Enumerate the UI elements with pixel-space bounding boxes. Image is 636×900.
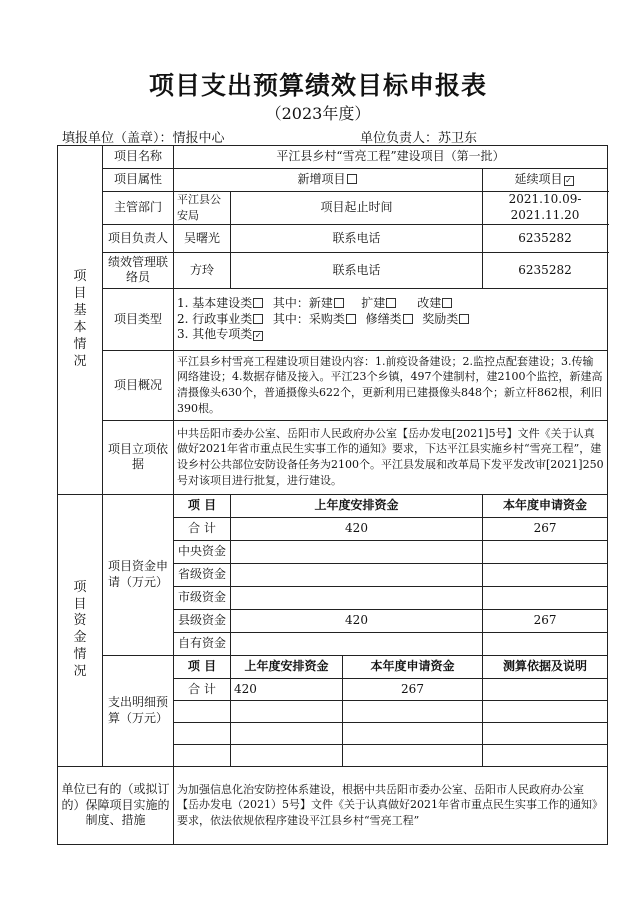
detail-total-basis	[483, 678, 608, 700]
funds-row-this	[483, 586, 608, 609]
detail-cell	[343, 744, 483, 766]
funds-row-last: 420	[231, 517, 483, 540]
detail-col-last: 上年度安排资金	[231, 655, 343, 678]
detail-cell	[343, 722, 483, 744]
detail-cell	[483, 722, 608, 744]
funds-row-last: 420	[231, 609, 483, 632]
row-funds-header	[58, 494, 608, 517]
detail-cell	[174, 744, 231, 766]
declaration-table	[57, 145, 608, 845]
unit-leader	[360, 127, 477, 146]
detail-total-last: 420	[231, 678, 343, 700]
funds-col-this: 本年度申请资金	[483, 494, 608, 517]
type-other-checkbox-checked[interactable]: ✓	[254, 331, 262, 341]
detail-cell	[231, 700, 343, 722]
funds-row-last	[231, 632, 483, 655]
guarantee-label: 单位已有的（或拟订的）保障项目实施的制度、措施	[58, 766, 174, 844]
project-type-label: 项目类型	[103, 288, 174, 350]
funds-row-this	[483, 632, 608, 655]
type-purchase-checkbox[interactable]	[346, 314, 356, 324]
detail-cell	[231, 722, 343, 744]
manager-name: 吴曙光	[174, 224, 231, 252]
perf-contact-label: 绩效管理联络员	[103, 252, 174, 288]
funds-row-this: 267	[483, 517, 608, 540]
detail-col-this: 本年度申请资金	[343, 655, 483, 678]
type-among-label-2: 其中：	[272, 311, 309, 326]
type-among-label: 其中：	[272, 295, 309, 310]
perf-phone: 6235282	[483, 252, 608, 288]
type-basic-label: 1. 基本建设类	[177, 295, 253, 310]
project-name-label: 项目名称	[103, 146, 174, 169]
type-rebuild-checkbox[interactable]	[442, 298, 452, 308]
detail-cell	[231, 744, 343, 766]
type-new-label: 新建	[308, 295, 333, 310]
attr-new-option	[174, 169, 483, 192]
section-basic-label: 项目基本情况	[58, 146, 103, 495]
detail-cell	[174, 722, 231, 744]
period-label: 项目起止时间	[231, 192, 483, 225]
type-reward-label: 奖励类	[422, 311, 459, 326]
perf-phone-label: 联系电话	[231, 252, 483, 288]
funds-row-last	[231, 540, 483, 563]
project-type-options	[174, 288, 608, 350]
manager-label: 项目负责人	[103, 224, 174, 252]
manager-phone-label: 联系电话	[231, 224, 483, 252]
form-year: （2023年度）	[265, 104, 371, 123]
detail-cell	[343, 700, 483, 722]
period-value: 2021.10.09-2021.11.20	[483, 192, 608, 225]
attr-continue-label: 延续项目	[514, 172, 563, 187]
detail-cell	[483, 700, 608, 722]
perf-contact-name: 方玲	[174, 252, 231, 288]
funds-col-last: 上年度安排资金	[231, 494, 483, 517]
type-admin-label: 2. 行政事业类	[177, 311, 253, 326]
attr-continue-option	[483, 169, 608, 192]
row-manager	[58, 224, 608, 252]
type-repair-label: 修缮类	[365, 311, 402, 326]
overview-label: 项目概况	[103, 350, 174, 420]
basis-text: 中共岳阳市委办公室、岳阳市人民政府办公室【岳办发电[2021]5号】文件《关于认真做好2021年省市重点民生实事工作的通知》要求，下达平江县实施乡村“雪亮工程”，建设乡村公共部位安防设备任务为2100个。平江县发展和改革局下发平发改审[2021]250号对该项目进行批复，进行建设。	[174, 420, 608, 494]
filing-unit	[62, 127, 225, 146]
type-purchase-label: 采购类	[308, 311, 345, 326]
type-admin-checkbox[interactable]	[253, 314, 263, 324]
row-perf-contact	[58, 252, 608, 288]
funds-row-this	[483, 563, 608, 586]
funds-col-item: 项 目	[174, 494, 231, 517]
project-attr-label: 项目属性	[103, 169, 174, 192]
type-expand-label: 扩建	[361, 295, 386, 310]
funds-row-name: 中央资金	[174, 540, 231, 563]
row-overview	[58, 350, 608, 420]
type-reward-checkbox[interactable]	[459, 314, 469, 324]
funds-row-name: 市级资金	[174, 586, 231, 609]
funds-row-name: 自有资金	[174, 632, 231, 655]
form-title: 项目支出预算绩效目标申报表	[148, 71, 487, 100]
row-project-type	[58, 288, 608, 350]
funds-row-name: 合 计	[174, 517, 231, 540]
detail-col-basis: 测算依据及说明	[483, 655, 608, 678]
row-detail-header	[58, 655, 608, 678]
detail-total-name: 合 计	[174, 678, 231, 700]
funds-apply-label: 项目资金申请（万元）	[103, 494, 174, 655]
basis-label: 项目立项依据	[103, 420, 174, 494]
unit-leader-label: 单位负责人：	[360, 131, 439, 146]
overview-text: 平江县乡村雪亮工程建设项目建设内容：1.前疫设备建设；2.监控点配套建设；3.传输网络建设；4.数据存储及接入。平江23个乡镇，497个建制村，建2100个监控，新建高清摄像头630个，普通摄像头622个，更新利用已建摄像头848个；新立杆862根，利旧390根。	[174, 350, 608, 420]
funds-row-name: 县级资金	[174, 609, 231, 632]
type-new-checkbox[interactable]	[334, 298, 344, 308]
type-line-1	[177, 296, 604, 312]
type-basic-checkbox[interactable]	[253, 298, 263, 308]
project-name-value: 平江县乡村“雪亮工程”建设项目（第一批）	[174, 146, 608, 169]
type-line-2	[177, 312, 604, 328]
attr-new-checkbox[interactable]	[347, 174, 357, 184]
section-funds-label: 项目资金情况	[58, 494, 103, 766]
detail-total-this: 267	[343, 678, 483, 700]
row-guarantee	[58, 766, 608, 844]
funds-row-last	[231, 563, 483, 586]
filing-unit-label: 填报单位（盖章）：	[62, 131, 173, 146]
funds-row-last	[231, 586, 483, 609]
attr-continue-checkbox-checked[interactable]: ✓	[565, 176, 572, 186]
type-expand-checkbox[interactable]	[386, 298, 396, 308]
detail-col-item: 项 目	[174, 655, 231, 678]
row-project-attr	[58, 169, 608, 192]
attr-new-label: 新增项目	[297, 172, 346, 187]
guarantee-text: 为加强信息化治安防控体系建设，根据中共岳阳市委办公室、岳阳市人民政府办公室【岳办发电（2021）5号】文件《关于认真做好2021年省市重点民生实事工作的通知》要求，依法依规依程序建设平江县乡村“雪亮工程”	[174, 766, 608, 844]
unit-leader-value: 苏卫东	[438, 131, 478, 146]
manager-phone: 6235282	[483, 224, 608, 252]
detail-cell	[174, 700, 231, 722]
type-repair-checkbox[interactable]	[403, 314, 413, 324]
funds-row-name: 省级资金	[174, 563, 231, 586]
type-other-label: 3. 其他专项类	[177, 327, 253, 342]
funds-row-this	[483, 540, 608, 563]
detail-cell	[483, 744, 608, 766]
row-project-name	[58, 146, 608, 169]
filing-unit-value: 情报中心	[172, 131, 225, 146]
row-dept	[58, 192, 608, 225]
dept-value: 平江县公安局	[174, 192, 231, 225]
row-basis	[58, 420, 608, 494]
type-line-3	[177, 327, 604, 343]
detail-budget-label: 支出明细预算（万元）	[103, 655, 174, 766]
type-rebuild-label: 改建	[417, 295, 442, 310]
funds-row-this: 267	[483, 609, 608, 632]
dept-label: 主管部门	[103, 192, 174, 225]
